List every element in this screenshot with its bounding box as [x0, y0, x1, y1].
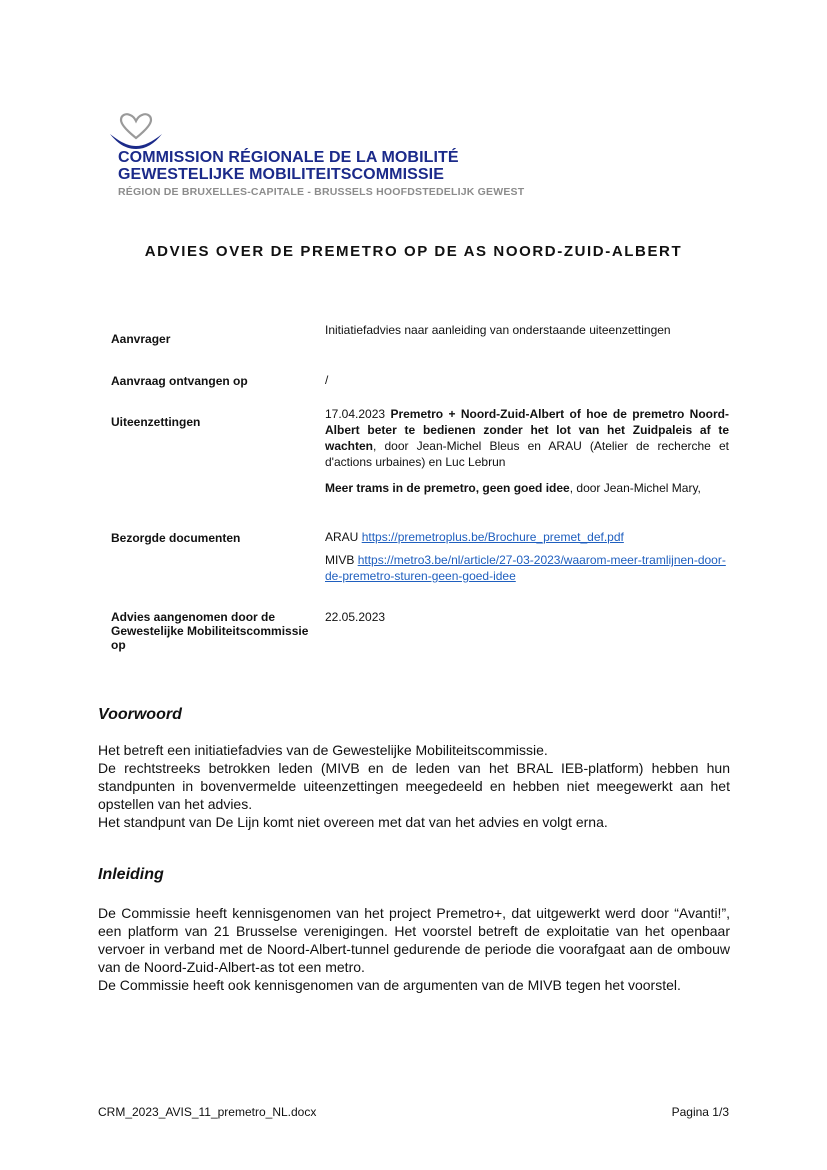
inleiding-paragraph: De Commissie heeft ook kennisgenomen van de argumenten van de MIVB tegen het voorstel.: [98, 977, 681, 993]
received-value: /: [325, 373, 329, 387]
documents-label: Bezorgde documenten: [111, 531, 241, 545]
requester-label: Aanvrager: [111, 332, 171, 346]
presentation-2: [325, 480, 729, 496]
info-table: [111, 320, 731, 680]
inleiding-paragraph: De Commissie heeft kennisgenomen van het project Premetro+, dat uitgewerkt werd door “Avanti!”, een platform van 21 Brusselse verenigingen. Het voorstel betreft de exploitatie van het openbaar vervoer in verband met de Noord-Albert-tunnel gedurende de periode die voorafgaat aan de ombouw van de Noord-Zuid-Albert-as tot een metro.: [98, 905, 730, 975]
document-1-link[interactable]: https://premetroplus.be/Brochure_premet_def.pdf: [361, 530, 624, 544]
presentation-2-authors: , door Jean-Michel Mary,: [569, 481, 701, 495]
document-2-org: MIVB: [325, 553, 355, 567]
voorwoord-paragraph: De rechtstreeks betrokken leden (MIVB en de leden van het BRAL IEB-platform) hebben hun standpunten in bovenvermelde uiteenzettingen meegedeeld en hebben niet meegewerkt aan het opstellen van het advies.: [98, 760, 730, 812]
section-heading-inleiding: Inleiding: [98, 866, 164, 883]
footer-page-number: Pagina 1/3: [671, 1105, 729, 1119]
presentation-1-date: 17.04.2023: [325, 407, 386, 421]
footer-filename: CRM_2023_AVIS_11_premetro_NL.docx: [98, 1105, 317, 1119]
voorwoord-text: [98, 741, 730, 831]
voorwoord-paragraph: Het betreft een initiatiefadvies van de Gewestelijke Mobiliteitscommissie.: [98, 742, 548, 758]
presentations-label: Uiteenzettingen: [111, 415, 201, 429]
org-name-nl: GEWESTELIJKE MOBILITEITSCOMMISSIE: [118, 166, 444, 183]
section-heading-voorwoord: Voorwoord: [98, 706, 182, 723]
presentation-1-title: Premetro + Noord-Zuid-Albert of hoe de premetro Noord-Albert beter te bedienen zonder het lot van het Zuidpaleis af te wachten: [325, 407, 729, 453]
requester-value: Initiatiefadvies naar aanleiding van onderstaande uiteenzettingen: [325, 323, 671, 337]
adopted-label: Advies aangenomen door de Gewestelijke Mobiliteitscommissie op: [111, 610, 309, 652]
presentation-1-authors: , door Jean-Michel Bleus en ARAU (Atelier de recherche et d'actions urbaines) en Luc Lebrun: [325, 439, 729, 469]
presentation-2-title: Meer trams in de premetro, geen goed idee: [325, 481, 570, 495]
adopted-value: 22.05.2023: [325, 610, 386, 624]
voorwoord-paragraph: Het standpunt van De Lijn komt niet overeen met dat van het advies en volgt erna.: [98, 814, 608, 830]
document-1-org: ARAU: [325, 530, 359, 544]
received-label: Aanvraag ontvangen op: [111, 374, 248, 388]
heart-icon: [106, 112, 166, 152]
org-name-fr: COMMISSION RÉGIONALE DE LA MOBILITÉ: [118, 149, 459, 166]
presentation-1: [325, 406, 729, 470]
page-title: ADVIES OVER DE PREMETRO OP DE AS NOORD-ZUID-ALBERT: [144, 243, 683, 260]
document-1: [325, 529, 729, 545]
inleiding-text: [98, 904, 730, 994]
document-2: [325, 552, 729, 584]
org-region: RÉGION DE BRUXELLES-CAPITALE - BRUSSELS HOOFDSTEDELIJK GEWEST: [118, 186, 525, 198]
document-2-link[interactable]: https://metro3.be/nl/article/27-03-2023/waarom-meer-tramlijnen-door-de-premetro-sturen-geen-goed-idee: [325, 553, 726, 583]
